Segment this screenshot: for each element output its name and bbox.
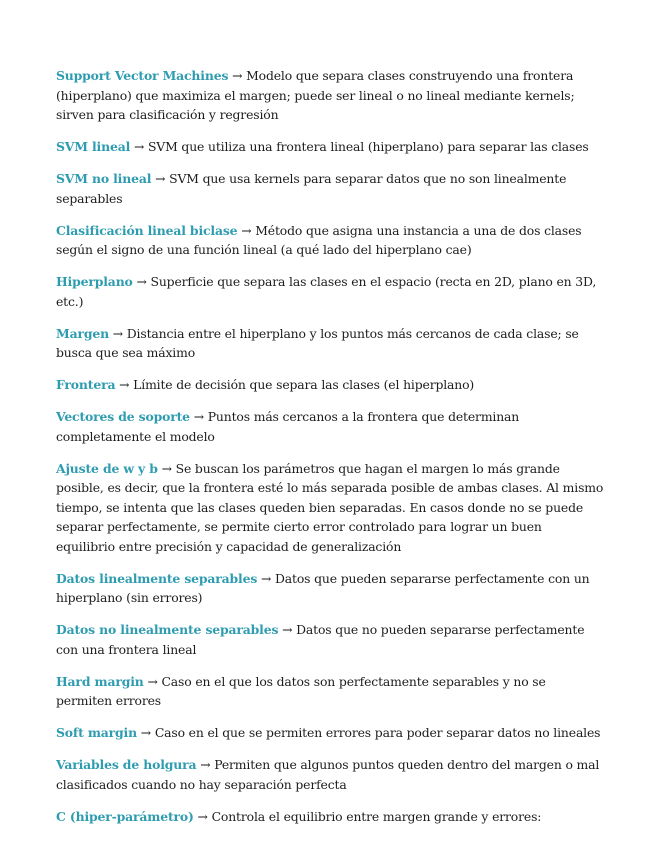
glossary-definition: Puntos más cercanos a la frontera que determinan completamente el modelo <box>56 409 520 444</box>
arrow-icon: → <box>282 622 293 637</box>
arrow-icon: → <box>133 139 145 154</box>
glossary-term: Datos linealmente separables <box>56 570 258 586</box>
glossary-term: Hard margin <box>56 673 144 689</box>
glossary-entry <box>56 569 604 608</box>
arrow-icon: → <box>147 673 158 689</box>
glossary-definition: Se buscan los parámetros que hagan el margen lo más grande posible, es decir, que la frontera esté lo más separada posible de ambas clases. Al mismo tiempo, se intenta que las clases queden bien separadas. En casos donde no se puede separar perfectamente, se permite cierto error controlado para lograr un buen equilibrio entre precisión y capacidad de generalización <box>56 460 604 554</box>
glossary-term: Ajuste de w y b <box>56 460 158 476</box>
glossary-entry <box>56 169 604 208</box>
arrow-icon: → <box>260 570 272 586</box>
glossary-term: Hiperplano <box>56 274 133 289</box>
glossary-definition: Datos que no pueden separarse perfectamente con una frontera lineal <box>56 622 585 657</box>
glossary-term: Clasificación lineal biclase <box>56 222 238 238</box>
glossary-term: SVM lineal <box>56 139 131 154</box>
glossary-term: Soft margin <box>56 725 137 740</box>
glossary-entry <box>56 324 604 363</box>
glossary-definition: Caso en el que se permiten errores para poder separar datos no lineales <box>154 725 601 740</box>
glossary-term: Datos no linealmente separables <box>56 622 279 637</box>
arrow-icon: → <box>140 725 152 740</box>
arrow-icon: → <box>197 808 208 824</box>
glossary-entry <box>56 755 604 794</box>
glossary-entry <box>56 459 604 557</box>
glossary-entry <box>56 221 604 260</box>
glossary-term: Support Vector Machines <box>56 68 229 83</box>
glossary-entry <box>56 620 604 659</box>
glossary-definition: Distancia entre el hiperplano y los puntos más cercanos de cada clase; se busca que sea máximo <box>56 325 579 360</box>
glossary-definition: Datos que pueden separarse perfectamente con un hiperplano (sin errores) <box>56 570 590 605</box>
arrow-icon: → <box>161 460 172 476</box>
glossary-term: Vectores de soporte <box>56 409 190 424</box>
arrow-icon: → <box>232 68 243 83</box>
glossary-entry <box>56 375 604 395</box>
glossary-definition: SVM que usa kernels para separar datos que no son linealmente separables <box>56 171 567 206</box>
glossary-entry <box>56 807 604 827</box>
glossary-entry <box>56 66 604 125</box>
glossary-definition: Modelo que separa clases construyendo una frontera (hiperplano) que maximiza el margen; puede ser lineal o no lineal mediante kernels; sirven para clasificación y regresión <box>56 68 575 122</box>
glossary-entry <box>56 672 604 711</box>
glossary-definition: SVM que utiliza una frontera lineal (hiperplano) para separar las clases <box>147 139 589 154</box>
arrow-icon: → <box>155 171 166 186</box>
arrow-icon: → <box>119 377 130 392</box>
glossary-term: SVM no lineal <box>56 171 152 186</box>
glossary-definition: Controla el equilibrio entre margen grande y errores: <box>211 808 542 824</box>
glossary-definition: Límite de decisión que separa las clases (el hiperplano) <box>133 377 475 392</box>
glossary-entry <box>56 272 604 311</box>
glossary-definition: Superficie que separa las clases en el espacio (recta en 2D, plano en 3D, etc.) <box>56 274 597 309</box>
glossary <box>56 66 604 839</box>
glossary-term: Margen <box>56 325 109 341</box>
glossary-term: Frontera <box>56 377 116 392</box>
glossary-term: Variables de holgura <box>56 757 197 772</box>
glossary-definition: Método que asigna una instancia a una de dos clases según el signo de una función lineal (a qué lado del hiperplano cae) <box>56 222 582 257</box>
arrow-icon: → <box>136 274 147 289</box>
arrow-icon: → <box>200 757 211 772</box>
glossary-entry <box>56 723 604 743</box>
arrow-icon: → <box>112 325 123 341</box>
glossary-entry <box>56 137 604 157</box>
glossary-definition: Permiten que algunos puntos queden dentro del margen o mal clasificados cuando no hay separación perfecta <box>56 757 600 792</box>
arrow-icon: → <box>241 222 252 238</box>
glossary-entry <box>56 407 604 446</box>
glossary-term: C (hiper-parámetro) <box>56 808 194 824</box>
glossary-definition: Caso en el que los datos son perfectamente separables y no se permiten errores <box>56 673 546 708</box>
arrow-icon: → <box>193 409 204 424</box>
